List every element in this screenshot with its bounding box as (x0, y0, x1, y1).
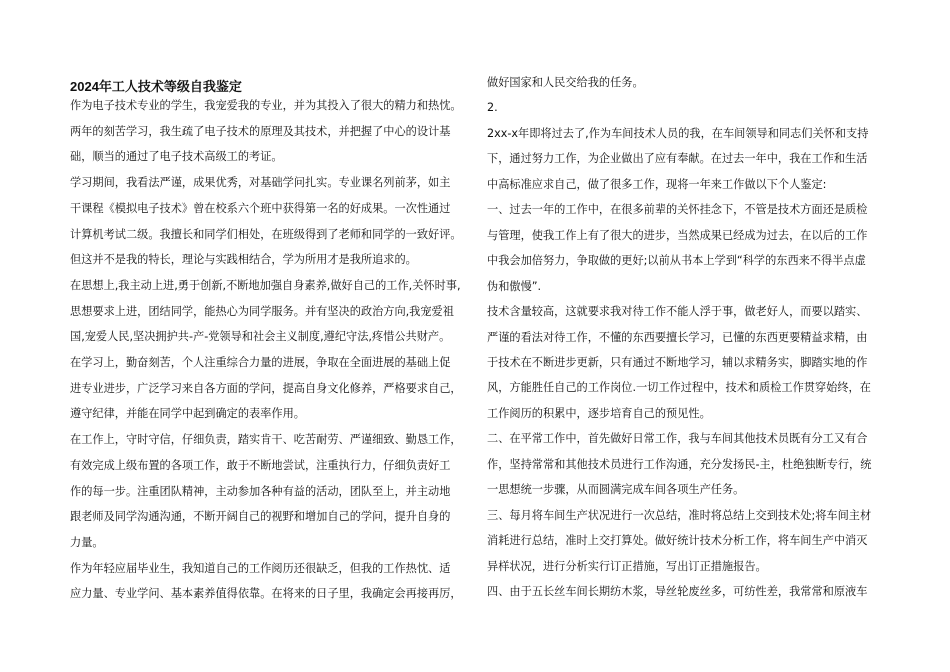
text-line: 风，方能胜任自己的工作岗位.一切工作过程中，技术和质检工作贯穿始终，在 (487, 381, 871, 395)
text-line: 作为电子技术专业的学生，我宠爱我的专业，并为其投入了很大的精力和热忱。 (70, 99, 462, 112)
text-line: 国,宠爱人民,坚决拥护共-产-党领导和社会主义制度,遵纪守法,疼惜公共财产。 (70, 330, 451, 344)
text-line: 跟老师及同学沟通沟通，不断开阔自己的视野和增加自己的学问，提升自身的 (70, 510, 451, 524)
text-line: 两年的刻苦学习，我生疏了电子技术的原理及其技术，并把握了中心的设计基 (70, 124, 451, 138)
text-line: 四、由于五长丝车间长期纺木浆，导丝轮废丝多，可纺性差，我常常和原液车 (487, 585, 868, 598)
text-line: 严谨的看法对待工作，不懂的东西要擅长学习，已懂的东西更要精益求精，由 (487, 330, 868, 344)
text-line: 工作阅历的积累中，逐步培育自己的预见性。 (487, 406, 711, 420)
text-line: 消耗进行总结，准时上交打算处。做好统计技术分析工作，将车间生产中消灭 (487, 534, 868, 548)
text-line: 异样状况，进行分析实行订正措施，写出订正措施报告。 (487, 559, 767, 573)
text-line: 二、在平常工作中，首先做好日常工作，我与车间其他技术员既有分工又有合 (487, 432, 868, 446)
text-line: 一、过去一年的工作中，在很多前辈的关怀挂念下，不管是技术方面还是质检 (487, 203, 868, 217)
text-line: 一思想统一步骤，从而圆满完成车间各项生产任务。 (487, 483, 745, 497)
text-line: 技术含量较高，这就要求我对待工作不能人浮于事，做老好人，而要以踏实、 (487, 305, 868, 319)
text-line: 在工作上，守时守信，仔细负责，踏实肯干、吃苦耐劳、严谨细致、勤恳工作， (70, 433, 462, 447)
text-line: 2. (487, 101, 498, 115)
text-line: 在思想上,我主动上进,勇于创新,不断地加强自身素养,做好自己的工作,关怀时事, (70, 278, 461, 292)
text-line: 进专业进步，广泛学习来自各方面的学问，提高自身文化修养，严格要求自己， (70, 381, 462, 395)
text-line: 于技术在不断进步更新，只有通过不断地学习，辅以求精务实，脚踏实地的作 (487, 355, 868, 369)
text-line: 应力量、专业学问、基本素养值得依靠。在将来的日子里，我确定会再接再厉， (70, 587, 462, 601)
text-line: 作为年轻应届毕业生，我知道自己的工作阅历还很缺乏，但我的工作热忱、适 (70, 561, 451, 575)
text-line: 力量。 (70, 535, 104, 549)
text-line: 中我会加倍努力，争取做的更好;以前从书本上学到“科学的东西来不得半点虚 (487, 254, 866, 268)
text-line: 有效完成上级布置的各项工作，敢于不断地尝试，注重执行力，仔细负责好工 (70, 458, 451, 472)
page-title: 2024年工人技术等级自我鉴定 (70, 79, 242, 94)
text-line: 伪和傲慢”. (487, 279, 542, 293)
text-line: 干课程《模拟电子技术》曾在校系六个班中获得第一名的好成果。一次性通过 (70, 201, 451, 215)
text-line: 在学习上，勤奋刻苦，个人注重综合力量的进展，争取在全面进展的基础上促 (70, 356, 451, 369)
text-line: 做好国家和人民交给我的任务。 (487, 76, 644, 89)
text-line: 计算机考试二级。我擅长和同学们相处，在班级得到了老师和同学的一致好评。 (70, 227, 462, 241)
text-line: 础，顺当的通过了电子技术高级工的考证。 (70, 150, 283, 164)
text-line: 遵守纪律，并能在同学中起到确定的表率作用。 (70, 407, 305, 421)
text-line: 思想要求上进，团结同学，能热心为同学服务。并有坚决的政治方向,我宠爱祖 (70, 304, 454, 318)
text-line: 与管理，使我工作上有了很大的进步，当然成果已经成为过去，在以后的工作 (487, 228, 868, 242)
text-line: 三、每月将车间生产状况进行一次总结，准时将总结上交到技术处;将车间主材 (487, 508, 872, 522)
text-line: 学习期间，我看法严谨，成果优秀，对基础学问扎实。专业课名列前茅，如主 (70, 176, 451, 190)
text-line: 作的每一步。注重团队精神，主动参加各种有益的活动，团队至上，并主动地 (70, 484, 451, 498)
text-line: 2xx-x年即将过去了,作为车间技术人员的我，在车间领导和同志们关怀和支持 (487, 126, 869, 140)
text-line: 中高标准应求自己，做了很多工作，现将一年来工作做以下个人鉴定: (487, 177, 827, 191)
text-line: 但这并不是我的特长，理论与实践相结合，学为所用才是我所追求的。 (70, 253, 417, 267)
text-line: 作，坚持常常和其他技术员进行工作沟通，充分发扬民-主，杜绝独断专行，统 (487, 457, 872, 471)
text-line: 下，通过努力工作，为企业做出了应有奉献。在过去一年中，我在工作和生活 (487, 152, 868, 166)
